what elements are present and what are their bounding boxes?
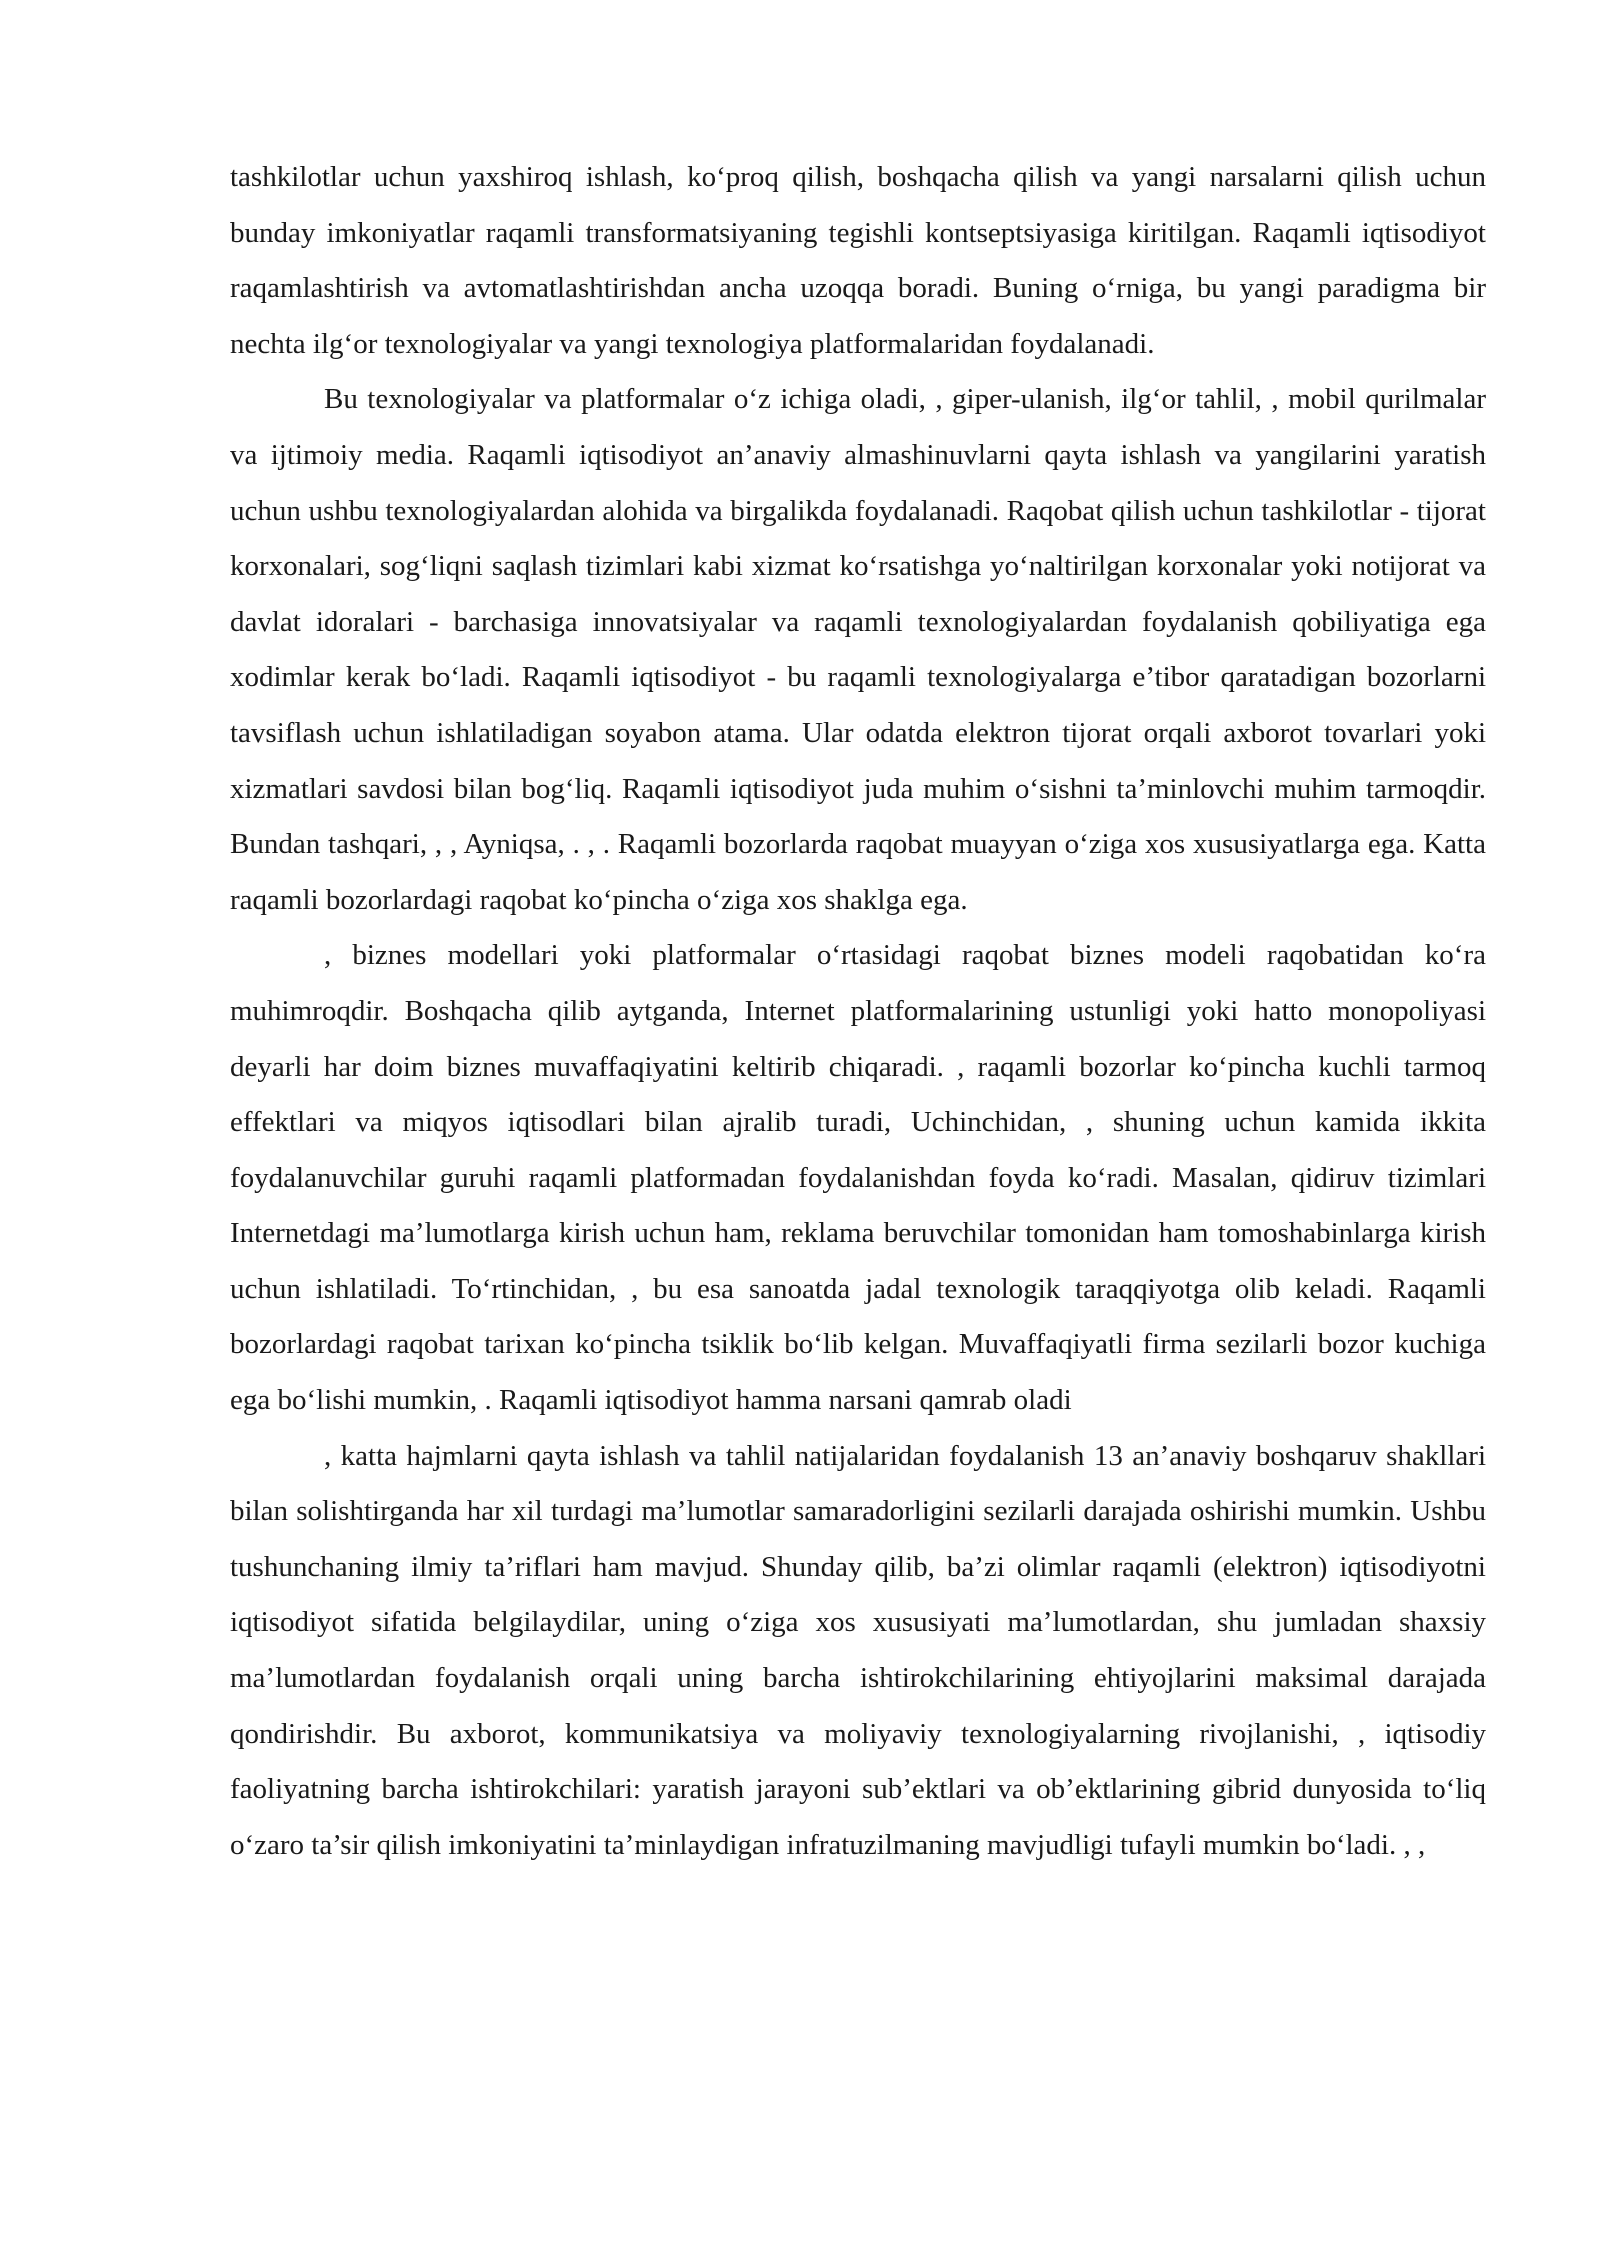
paragraph-2: Bu texnologiyalar va platformalar o‘z ichiga oladi, , giper-ulanish, ilg‘or tahlil, , mobil qurilmalar va ijtimoiy media. Raqamli iqtisodiyot an’anaviy almashinuvlarni qayta ishlash va yangilarini yaratish uchun ushbu texnologiyalardan alohida va birgalikda foydalanadi. Raqobat qilish uchun tashkilotlar - tijorat korxonalari, sog‘liqni saqlash tizimlari kabi xizmat ko‘rsatishga yo‘naltirilgan korxonalar yoki notijorat va davlat idoralari - barchasiga innovatsiyalar va raqamli texnologiyalardan foydalanish qobiliyatiga ega xodimlar kerak bo‘ladi. Raqamli iqtisodiyot - bu raqamli texnologiyalarga e’tibor qaratadigan bozorlarni tavsiflash uchun ishlatiladigan soyabon atama. Ular odatda elektron tijorat orqali axborot tovarlari yoki xizmatlari savdosi bilan bog‘liq. Raqamli iqtisodiyot juda muhim o‘sishni ta’minlovchi muhim tarmoqdir. Bundan tashqari, , , Ayniqsa, . , . Raqamli bozorlarda raqobat muayyan o‘ziga xos xususiyatlarga ega. Katta raqamli bozorlardagi raqobat ko‘pincha o‘ziga xos shaklga ega. [230, 383, 1486, 916]
paragraph-1: tashkilotlar uchun yaxshiroq ishlash, ko‘proq qilish, boshqacha qilish va yangi narsalarni qilish uchun bunday imkoniyatlar raqamli transformatsiyaning tegishli kontseptsiyasiga kiritilgan. Raqamli iqtisodiyot raqamlashtirish va avtomatlashtirishdan ancha uzoqqa boradi. Buning o‘rniga, bu yangi paradigma bir nechta ilg‘or texnologiyalar va yangi texnologiya platformalaridan foydalanadi. [230, 161, 1486, 360]
document-page [230, 150, 1486, 1873]
paragraph-4: , katta hajmlarni qayta ishlash va tahlil natijalaridan foydalanish 13 an’anaviy boshqaruv shakllari bilan solishtirganda har xil turdagi ma’lumotlar samaradorligini sezilarli darajada oshirishi mumkin. Ushbu tushunchaning ilmiy ta’riflari ham mavjud. Shunday qilib, ba’zi olimlar raqamli (elektron) iqtisodiyotni iqtisodiyot sifatida belgilaydilar, uning o‘ziga xos xususiyati ma’lumotlardan, shu jumladan shaxsiy ma’lumotlardan foydalanish orqali uning barcha ishtirokchilarining ehtiyojlarini maksimal darajada qondirishdir. Bu axborot, kommunikatsiya va moliyaviy texnologiyalarning rivojlanishi, , iqtisodiy faoliyatning barcha ishtirokchilari: yaratish jarayoni sub’ektlari va ob’ektlarining gibrid dunyosida to‘liq o‘zaro ta’sir qilish imkoniyatini ta’minlaydigan infratuzilmaning mavjudligi tufayli mumkin bo‘ladi. , , [230, 1439, 1486, 1861]
paragraph-3: , biznes modellari yoki platformalar o‘rtasidagi raqobat biznes modeli raqobatidan ko‘ra muhimroqdir. Boshqacha qilib aytganda, Internet platformalarining ustunligi yoki hatto monopoliyasi deyarli har doim biznes muvaffaqiyatini keltirib chiqaradi. , raqamli bozorlar ko‘pincha kuchli tarmoq effektlari va miqyos iqtisodlari bilan ajralib turadi, Uchinchidan, , shuning uchun kamida ikkita foydalanuvchilar guruhi raqamli platformadan foydalanishdan foyda ko‘radi. Masalan, qidiruv tizimlari Internetdagi ma’lumotlarga kirish uchun ham, reklama beruvchilar tomonidan ham tomoshabinlarga kirish uchun ishlatiladi. To‘rtinchidan, , bu esa sanoatda jadal texnologik taraqqiyotga olib keladi. Raqamli bozorlardagi raqobat tarixan ko‘pincha tsiklik bo‘lib kelgan. Muvaffaqiyatli firma sezilarli bozor kuchiga ega bo‘lishi mumkin, . Raqamli iqtisodiyot hamma narsani qamrab oladi [230, 939, 1486, 1417]
